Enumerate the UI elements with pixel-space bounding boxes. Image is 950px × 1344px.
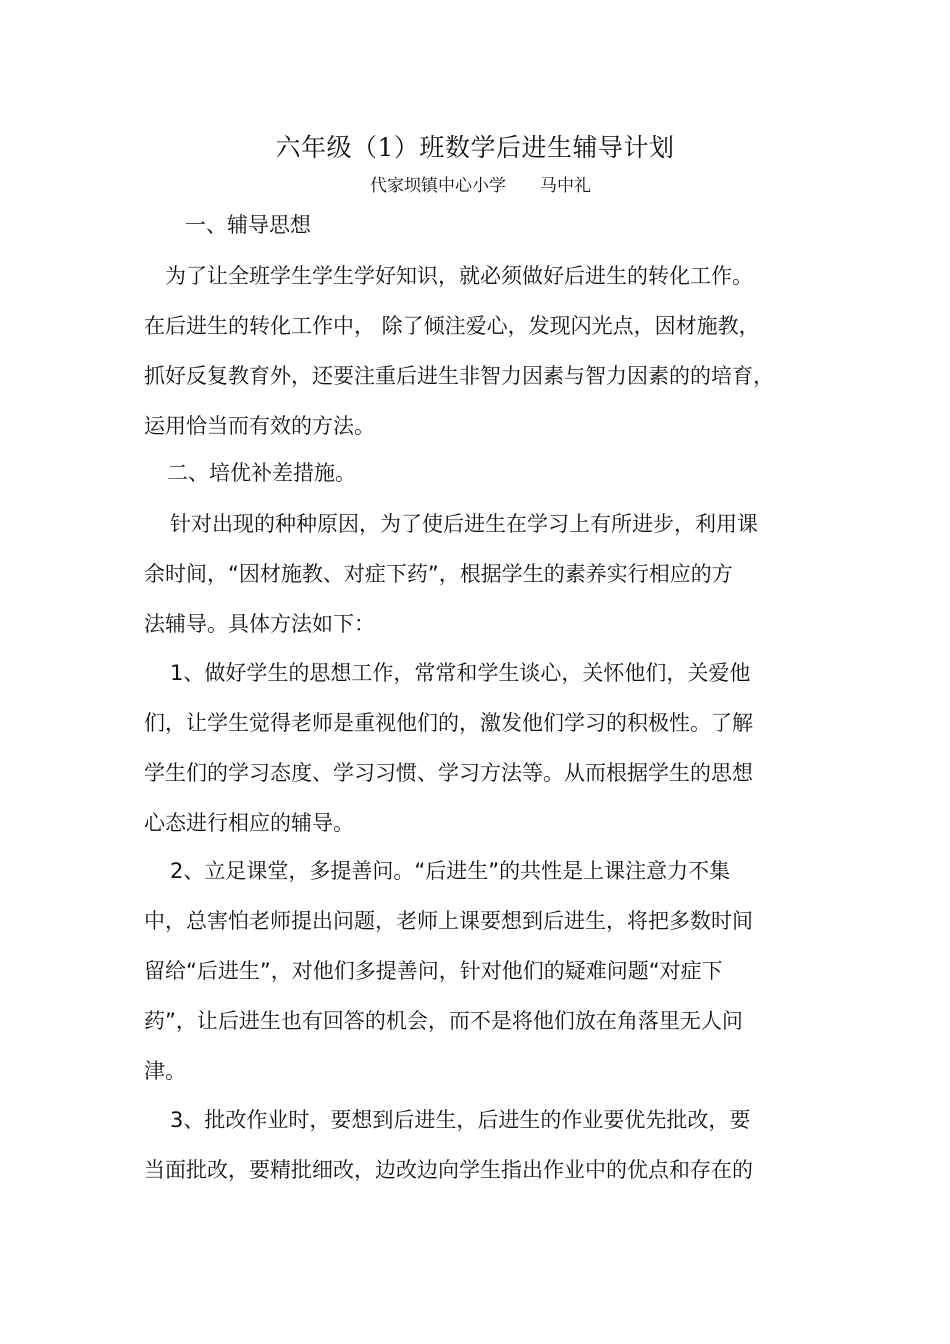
text-line: 余时间，“因材施教、对症下药”，根据学生的素养实行相应的方 — [144, 562, 733, 586]
section-heading-guidance-idea: 一、辅导思想 — [185, 213, 311, 237]
paragraph-item-1 — [144, 648, 804, 848]
text-line: 抓好反复教育外，还要注重后进生非智力因素与智力因素的的培育， — [144, 364, 774, 388]
text-line: 心态进行相应的辅导。 — [144, 811, 354, 835]
text-line: 当面批改，要精批细改，边改边向学生指出作业中的优点和存在的 — [144, 1158, 753, 1182]
text-line: 中，总害怕老师提出问题，老师上课要想到后进生，将把多数时间 — [144, 909, 753, 933]
text-line: 运用恰当而有效的方法。 — [144, 414, 375, 438]
text-line: 学生们的学习态度、学习习惯、学习方法等。从而根据学生的思想 — [144, 761, 753, 785]
text-line: 在后进生的转化工作中， 除了倾注爱心，发现闪光点，因材施教， — [144, 314, 760, 338]
author-byline: 代家坝镇中心小学 马中礼 — [370, 176, 591, 196]
text-line: 为了让全班学生学生学好知识，就必须做好后进生的转化工作。 — [165, 264, 753, 288]
paragraph-measures-intro — [144, 499, 804, 649]
text-line: 2、立足课堂，多提善问。“后进生”的共性是上课注意力不集 — [170, 859, 731, 883]
text-line: 1、做好学生的思想工作，常常和学生谈心，关怀他们，关爱他 — [170, 661, 751, 685]
paragraph-item-2 — [144, 846, 804, 1096]
text-line: 们，让学生觉得老师是重视他们的，激发他们学习的积极性。了解 — [144, 711, 753, 735]
text-line: 津。 — [144, 1059, 186, 1083]
text-line: 针对出现的种种原因，为了使后进生在学习上有所进步，利用课 — [170, 512, 758, 536]
text-line: 留给“后进生”，对他们多提善问，针对他们的疑难问题“对症下 — [144, 959, 723, 983]
text-line: 药”，让后进生也有回答的机会，而不是将他们放在角落里无人问 — [144, 1009, 743, 1033]
text-line: 法辅导。具体方法如下： — [144, 612, 375, 636]
paragraph-item-3 — [144, 1095, 804, 1195]
paragraph-guidance-idea — [144, 251, 804, 451]
document-title: 六年级（1）班数学后进生辅导计划 — [275, 133, 675, 162]
text-line: 3、批改作业时，要想到后进生，后进生的作业要优先批改，要 — [170, 1108, 751, 1132]
section-heading-measures: 二、培优补差措施。 — [167, 461, 356, 485]
